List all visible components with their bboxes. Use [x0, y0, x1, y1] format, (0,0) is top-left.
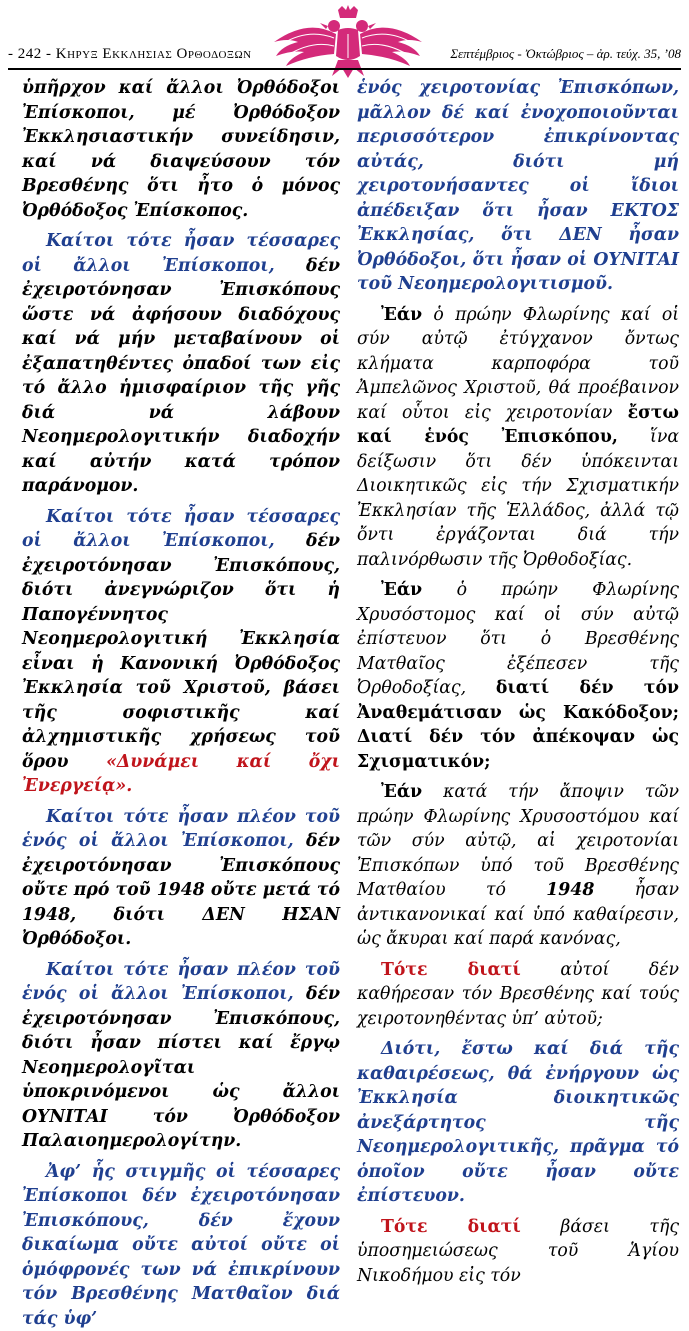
lead-word: Ἐάν — [381, 782, 422, 802]
paragraph: ὑπῆρχον καί ἄλλοι Ὀρθόδοξοι Ἐπίσκοποι, μέ Ὀρθόδοξον Ἐκκλησιαστικήν συνείδησιν, καί νά διαψεύσουν τόν Βρεσθένης ὅτι ἦτο ὁ μόνος Ὀρθόδοξος Ἐπίσκοπος. — [22, 76, 340, 223]
paragraph — [22, 505, 340, 799]
paragraph — [357, 958, 679, 1032]
paragraph — [357, 1215, 679, 1289]
header-page-title: - 242 - Κηρυξ Εκκλησιας Ορθοδοξων — [8, 46, 252, 63]
left-column — [22, 76, 340, 1066]
paragraph-text: δέν ἐχειροτόνησαν Ἐπισκόπους, διότι ἦσαν πίστει καί ἔργῳ Νεοημερολογῖται ὑποκρινόμενοι ὡς ἄλλοι ΟΥΝΙΤΑΙ τόν Ὀρθόδοξον Παλαιοημερολογίτην. — [22, 984, 340, 1151]
paragraph: ἑνός χειροτονίας Ἐπισκόπων, μᾶλλον δέ καί ἐνοχοποιοῦνται περισσότερον ἐπικρίνοντας αὐτάς, διότι μή χειροτονήσαντες οἱ ἴδιοι ἀπέδειξαν ὅτι ἦσαν ΕΚΤΟΣ Ἐκκλησίας, ὅτι ΔΕΝ ἦσαν Ὀρθόδοξοι, ὅτι ἦσαν οἱ ΟΥΝΙΤΑΙ τοῦ Νεοημερολογιτισμοῦ. — [357, 76, 679, 297]
emphasis-red: «Δυνάμει καί ὄχι Ἐνεργείᾳ». — [22, 752, 340, 797]
header-rule — [8, 68, 681, 70]
paragraph — [357, 780, 679, 952]
emphasis-red: Τότε διατί — [381, 960, 521, 980]
emphasis-blue: Καίτοι τότε ἦσαν πλέον τοῦ ἑνός οἱ ἄλλοι Ἐπίσκοποι, — [22, 807, 340, 852]
paragraph: Διότι, ἔστω καί διά τῆς καθαιρέσεως, θά ἐνήργουν ὡς Ἐκκλησία διοικητικῶς ἀνεξάρτητος τῆς Νεοημερολογιτικῆς, πρᾶγμα τό ὁποῖον οὔτε ἦσαν οὔτε ἐπίστευον. — [357, 1037, 679, 1209]
emphasis-bold: 1948 — [546, 880, 594, 900]
emphasis-bold: διατί δέν τόν Ἀναθεμάτισαν ὡς Κακόδοξον; Διατί δέν τόν ἀπέκοψαν ὡς Σχισματικόν; — [357, 678, 679, 772]
lead-word: Ἐάν — [381, 580, 422, 600]
paragraph — [357, 303, 679, 573]
paragraph-text: δέν ἐχειροτόνησαν Ἐπισκόπους, διότι ἀνεγνώριζον ὅτι ἡ Παπογέννητος Νεοημερολογιτική Ἐκκλησία εἶναι ἡ Κανονική Ὀρθόδοξος Ἐκκλησία τοῦ Χριστοῦ, βάσει τῆς σοφιστικῆς καί ἀλχημιστικῆς χρήσεως τοῦ ὅρου — [22, 531, 340, 772]
lead-word: Ἐάν — [381, 305, 422, 325]
paragraph — [22, 805, 340, 952]
emphasis-bold: ἔστω καί ἑνός Ἐπισκόπου, — [357, 403, 679, 448]
right-column — [357, 76, 679, 1066]
paragraph — [22, 229, 340, 499]
paragraph — [357, 578, 679, 774]
paragraph-text: βάσει τῆς ὑποσημειώσεως τοῦ Ἁγίου Νικοδήμου εἰς τόν — [357, 1217, 679, 1286]
paragraph-text: ἦσαν ἀντικανονικαί καί ὑπό καθαίρεσιν, ὡς ἄκυραι καί παρά κανόνας, — [357, 880, 679, 949]
paragraph-text: αὐτοί δέν καθήρεσαν τόν Βρεσθένης καί τούς χειροτονηθέντας ὑπ’ αὐτοῦ; — [357, 960, 679, 1029]
emphasis-blue: Καίτοι τότε ἦσαν πλέον τοῦ ἑνός οἱ ἄλλοι Ἐπίσκοποι, — [22, 960, 340, 1005]
paragraph — [22, 958, 340, 1154]
page-header — [0, 0, 689, 80]
paragraph-text: ὁ πρώην Φλωρίνης καί οἱ σύν αὐτῷ ἐτύγχανον ὄντως κλήματα καρποφόρα τοῦ Ἀμπελῶνος Χριστοῦ, θά προέβαινον καί οὗτοι εἰς χειροτονίαν — [357, 305, 679, 423]
paragraph-text: δέν ἐχειροτόνησαν Ἐπισκόπους ὥστε νά ἀφήσουν διαδόχους καί νά μήν μεταβαίνουν οἱ ἐξαπατηθέντες ὀπαδοί των εἰς τό ἄλλο ἡμισφαίριον τῆς γῆς διά νά λάβουν Νεοημερολογιτικήν διαδοχήν καί αὐτήν κατά τρόπον παράνομον. — [22, 256, 340, 497]
header-issue-info: Σεπτέμβριος - Ὀκτώβριος – ἀρ. τεύχ. 35, ’08 — [450, 46, 681, 62]
paragraph-text: ὁ πρώην Φλωρίνης Χρυσόστομος καί οἱ σύν αὐτῷ ἐπίστευον ὅτι ὁ Βρεσθένης Ματθαῖος ἐξέπεσεν τῆς Ὀρθοδοξίας, — [357, 580, 679, 698]
paragraph-text: κατά τήν ἄποψιν τῶν πρώην Φλωρίνης Χρυσοστόμου καί τῶν σύν αὐτῷ, αἱ χειροτονίαι Ἐπισκόπων ὑπό τοῦ Βρεσθένης Ματθαίου τό — [357, 782, 679, 900]
paragraph-text: δέν ἐχειροτόνησαν Ἐπισκόπους οὔτε πρό τοῦ 1948 οὔτε μετά τό 1948, διότι ΔΕΝ ΗΣΑΝ Ὀρθόδοξοι. — [22, 831, 340, 949]
emphasis-blue: Καίτοι τότε ἦσαν τέσσαρες οἱ ἄλλοι Ἐπίσκοποι, — [22, 231, 340, 276]
paragraph-text: ἵνα δείξωσιν ὅτι δέν ὑπόκεινται Διοικητικῶς εἰς τήν Σχισματικήν Ἐκκλησίαν τῆς Ἑλλάδος, ἀλλά τῷ ὄντι ἐργάζονται διά τήν παλινόρθωσιν τῆς Ὀρθοδοξίας. — [357, 427, 679, 570]
emphasis-red: Τότε διατί — [381, 1217, 521, 1237]
emphasis-blue: Καίτοι τότε ἦσαν τέσσαρες οἱ ἄλλοι Ἐπίσκοποι, — [22, 507, 340, 552]
paragraph: Ἀφ’ ἧς στιγμῆς οἱ τέσσαρες Ἐπίσκοποι δέν ἐχειροτόνησαν Ἐπισκόπους, δέν ἔχουν δικαίωμα οὔτε αὐτοί οὔτε οἱ ὁμόφρονές των νά ἐπικρίνουν τόν Βρεσθένης Ματθαῖον διά τάς ὑφ’ — [22, 1160, 340, 1331]
